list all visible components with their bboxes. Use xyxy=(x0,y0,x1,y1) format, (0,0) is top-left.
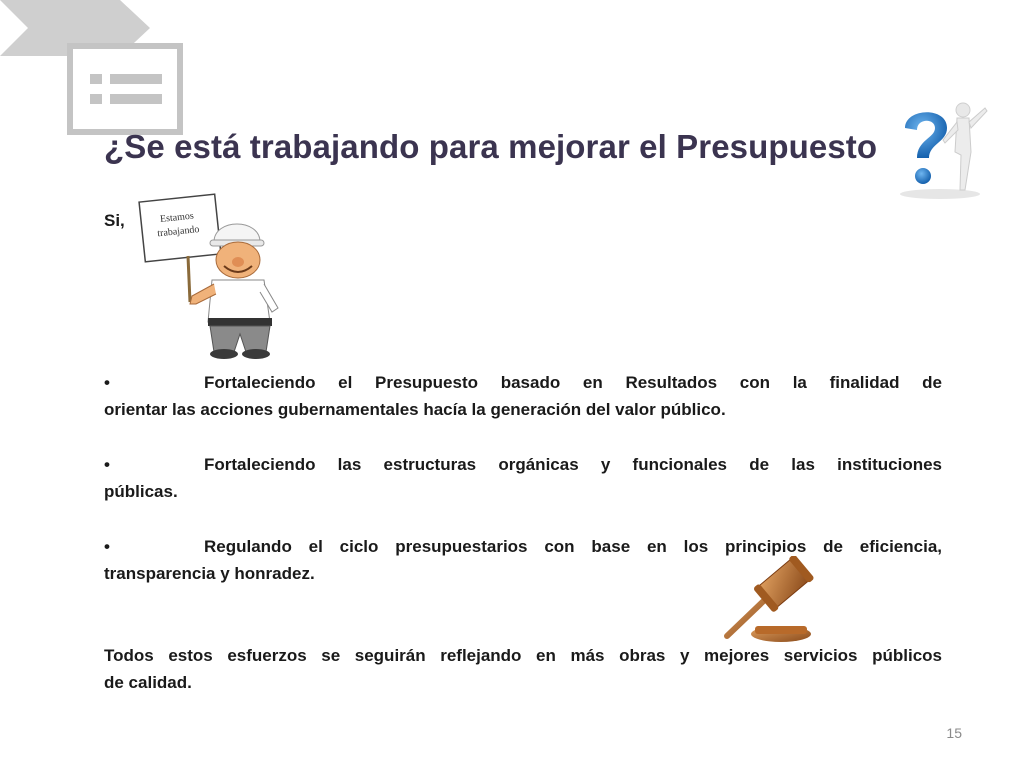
sign-text-line2: trabajando xyxy=(156,224,200,240)
bullet-text-line1: Fortaleciendo el Presupuesto basado en Resultados con la finalidad de xyxy=(204,373,942,392)
closing-line2: de calidad. xyxy=(104,673,192,692)
bullet-marker: • xyxy=(104,373,110,392)
slide-document-icon xyxy=(0,0,190,140)
bullet-text-line2: orientar las acciones gubernamentales hacía la generación del valor público. xyxy=(104,400,726,419)
bullet-text-line1: Regulando el ciclo presupuestarios con base en los principios de eficiencia, xyxy=(204,537,942,556)
closing-paragraph xyxy=(104,642,942,696)
construction-worker-icon xyxy=(138,192,288,362)
answer-text: Si, xyxy=(104,211,125,230)
question-mark-figure-icon xyxy=(895,100,990,200)
page-number: 15 xyxy=(946,725,962,741)
slide-title: ¿Se está trabajando para mejorar el Presupuesto xyxy=(104,128,878,165)
bullet-line xyxy=(104,369,942,396)
bullet-marker: • xyxy=(104,455,110,474)
sign-text-line1: Estamos xyxy=(159,210,195,226)
closing-line1: Todos estos esfuerzos se seguirán reflejando en más obras y mejores servicios públicos xyxy=(104,646,942,665)
bullet-text-line2: transparencia y honradez. xyxy=(104,564,315,583)
gavel-icon xyxy=(717,556,817,648)
bullet-text-line1: Fortaleciendo las estructuras orgánicas y funcionales de las instituciones xyxy=(204,455,942,474)
bullet-item xyxy=(104,369,942,423)
bullet-marker: • xyxy=(104,537,110,556)
bullet-item xyxy=(104,451,942,505)
bullet-line xyxy=(104,451,942,478)
bullet-text-line2: públicas. xyxy=(104,482,178,501)
